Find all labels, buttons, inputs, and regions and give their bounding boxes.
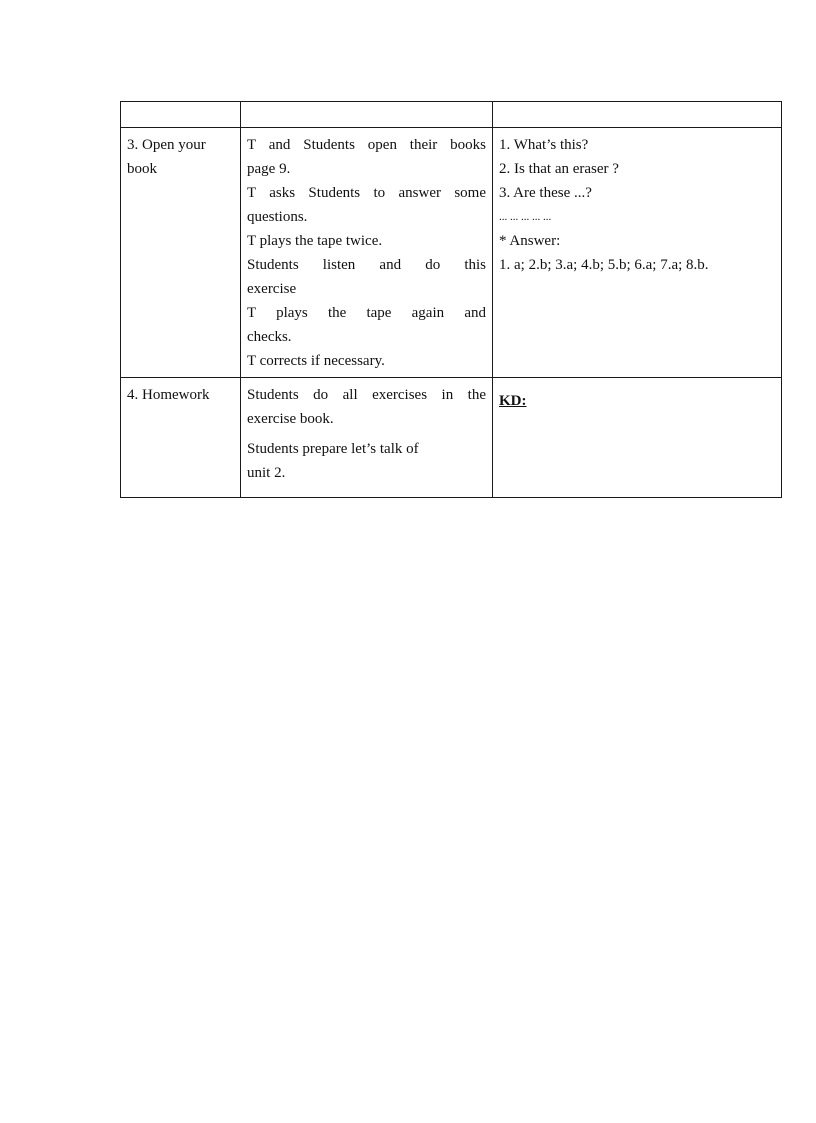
lesson-plan-table (120, 101, 782, 498)
stage-label-homework: 4. Homework (127, 387, 210, 403)
header-cell-activities (241, 102, 493, 128)
table-row-homework (121, 378, 782, 498)
answer-key: 1. a; 2.b; 3.a; 4.b; 5.b; 6.a; 7.a; 8.b. (499, 257, 709, 273)
activity-line: Students listen and do this (247, 257, 486, 273)
stage-label-line-2: book (127, 161, 157, 177)
question-3: 3. Are these ...? (499, 185, 592, 201)
activity-line: T plays the tape twice. (247, 233, 383, 249)
activity-line: exercise book. (247, 411, 334, 427)
activity-line: T corrects if necessary. (247, 353, 385, 369)
stage-cell-homework (121, 378, 241, 498)
activity-line: T plays the tape again and (247, 305, 486, 321)
answer-label: * Answer: (499, 233, 561, 249)
activity-line: Students do all exercises in the (247, 387, 486, 403)
activities-cell-open-book (241, 128, 493, 378)
question-2: 2. Is that an eraser ? (499, 161, 619, 177)
activity-line: T and Students open their books (247, 137, 486, 153)
table-header-row (121, 102, 782, 128)
content-cell-open-book (493, 128, 782, 378)
activity-line: checks. (247, 329, 292, 345)
table-row-open-book (121, 128, 782, 378)
ellipsis-line: ... ... ... ... ... (499, 211, 552, 223)
question-1: 1. What’s this? (499, 137, 589, 153)
header-cell-content (493, 102, 782, 128)
kd-label: KD: (499, 393, 527, 409)
activity-line: exercise (247, 281, 297, 297)
content-cell-homework (493, 378, 782, 498)
activity-line: questions. (247, 209, 308, 225)
activity-line: page 9. (247, 161, 291, 177)
activity-line: T asks Students to answer some (247, 185, 486, 201)
activity-line: Students prepare let’s talk of (247, 441, 419, 457)
stage-cell-open-book (121, 128, 241, 378)
activity-line: unit 2. (247, 465, 286, 481)
header-cell-stage (121, 102, 241, 128)
stage-label-line-1: 3. Open your (127, 137, 206, 153)
activities-cell-homework (241, 378, 493, 498)
